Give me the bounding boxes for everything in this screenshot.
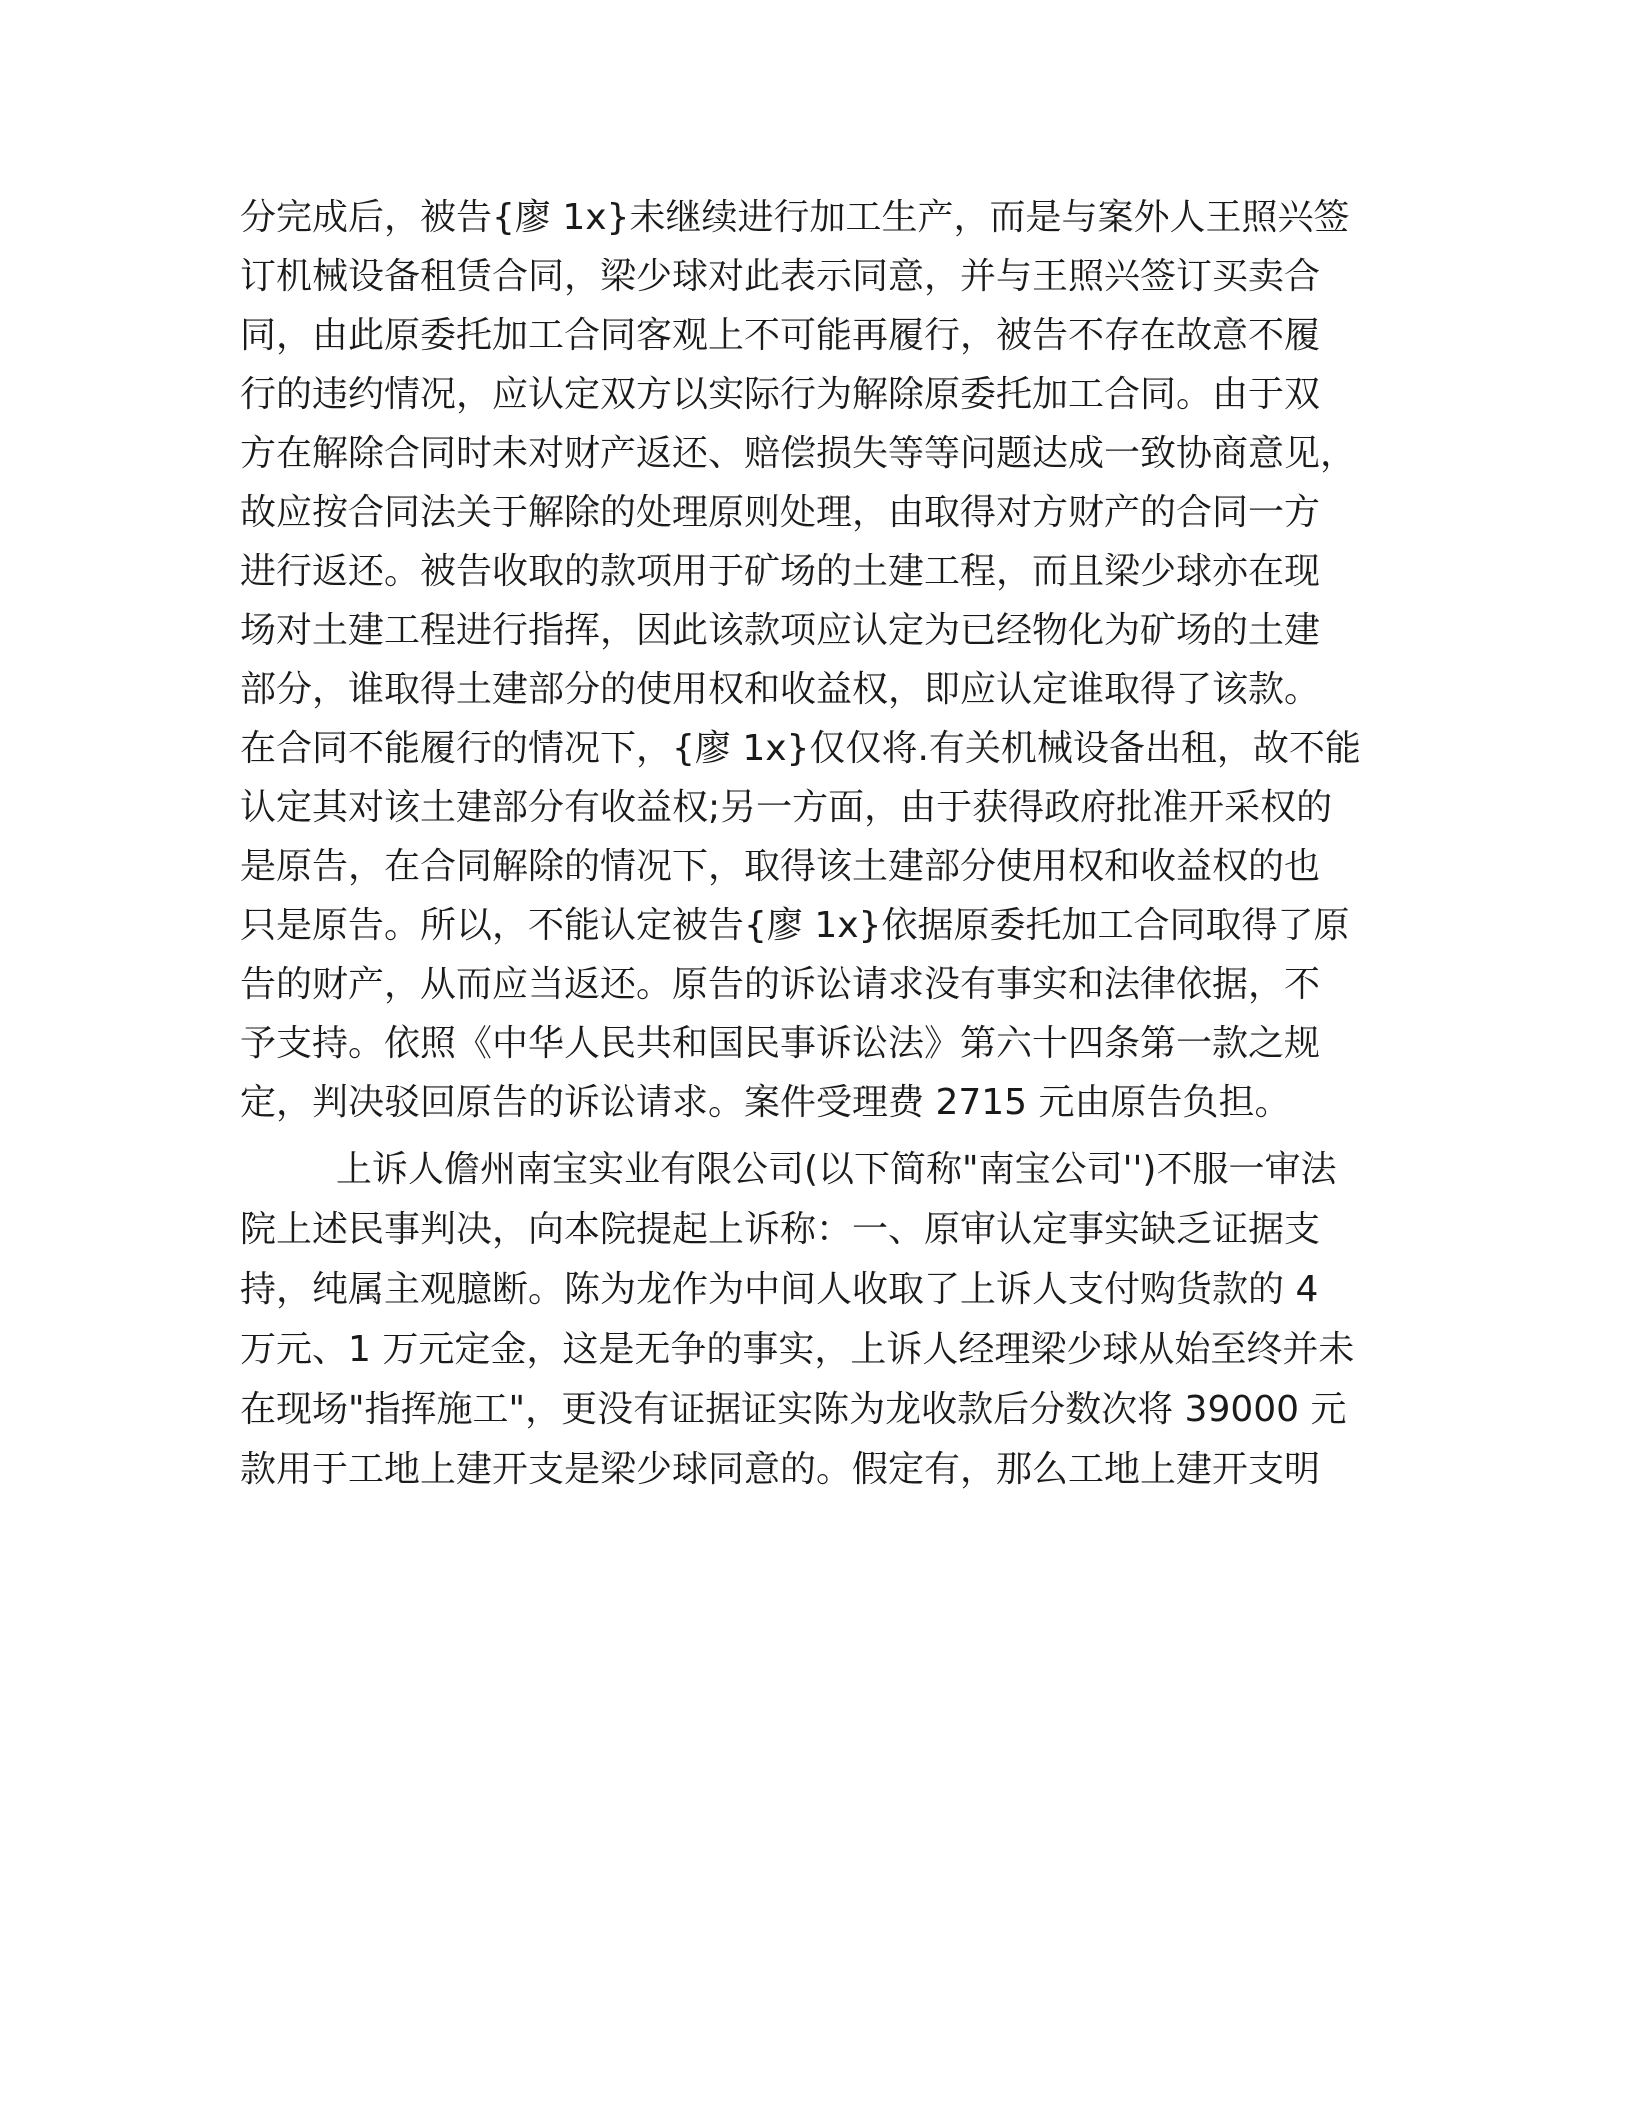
text-line: 同，由此原委托加工合同客观上不可能再履行，被告不存在故意不履 — [240, 315, 1321, 356]
text-line: 方在解除合同时未对财产返还、赔偿损失等等问题达成一致协商意见， — [240, 433, 1357, 474]
text-line: 定，判决驳回原告的诉讼请求。案件受理费 2715 元由原告负担。 — [240, 1082, 1291, 1123]
text-line: 是原告，在合同解除的情况下，取得该土建部分使用权和收益权的也 — [240, 846, 1321, 887]
text-line: 故应按合同法关于解除的处理原则处理，由取得对方财产的合同一方 — [240, 492, 1321, 533]
text-line: 行的违约情况，应认定双方以实际行为解除原委托加工合同。由于双 — [240, 374, 1321, 415]
text-line: 告的财产，从而应当返还。原告的诉讼请求没有事实和法律依据，不 — [240, 964, 1321, 1005]
text-line: 在合同不能履行的情况下，{廖 1x}仅仅将.有关机械设备出租，故不能 — [240, 728, 1361, 769]
text-line: 万元、1 万元定金，这是无争的事实，上诉人经理梁少球从始至终并未 — [240, 1329, 1355, 1370]
text-line: 场对土建工程进行指挥，因此该款项应认定为已经物化为矿场的土建 — [240, 610, 1321, 651]
text-line: 进行返还。被告收取的款项用于矿场的土建工程，而且梁少球亦在现 — [240, 551, 1321, 592]
text-line: 分完成后，被告{廖 1x}未继续进行加工生产，而是与案外人王照兴签 — [240, 197, 1350, 238]
text-line: 部分，谁取得土建部分的使用权和收益权，即应认定谁取得了该款。 — [240, 669, 1321, 710]
paragraph-first-line: 上诉人儋州南宝实业有限公司(以下简称"南宝公司'')不服一审法 — [336, 1149, 1337, 1190]
text-line: 予支持。依照《中华人民共和国民事诉讼法》第六十四条第一款之规 — [240, 1023, 1321, 1064]
text-line: 只是原告。所以，不能认定被告{廖 1x}依据原委托加工合同取得了原 — [240, 905, 1350, 946]
text-line: 款用于工地上建开支是梁少球同意的。假定有，那么工地上建开支明 — [240, 1449, 1321, 1490]
text-line: 订机械设备租赁合同，梁少球对此表示同意，并与王照兴签订买卖合 — [240, 256, 1321, 297]
text-line: 院上述民事判决，向本院提起上诉称：一、原审认定事实缺乏证据支 — [240, 1209, 1321, 1250]
text-line: 认定其对该土建部分有收益权;另一方面，由于获得政府批准开采权的 — [240, 787, 1333, 828]
text-line: 在现场"指挥施工"，更没有证据证实陈为龙收款后分数次将 39000 元 — [240, 1389, 1347, 1430]
text-line: 持，纯属主观臆断。陈为龙作为中间人收取了上诉人支付购货款的 4 — [240, 1269, 1319, 1310]
